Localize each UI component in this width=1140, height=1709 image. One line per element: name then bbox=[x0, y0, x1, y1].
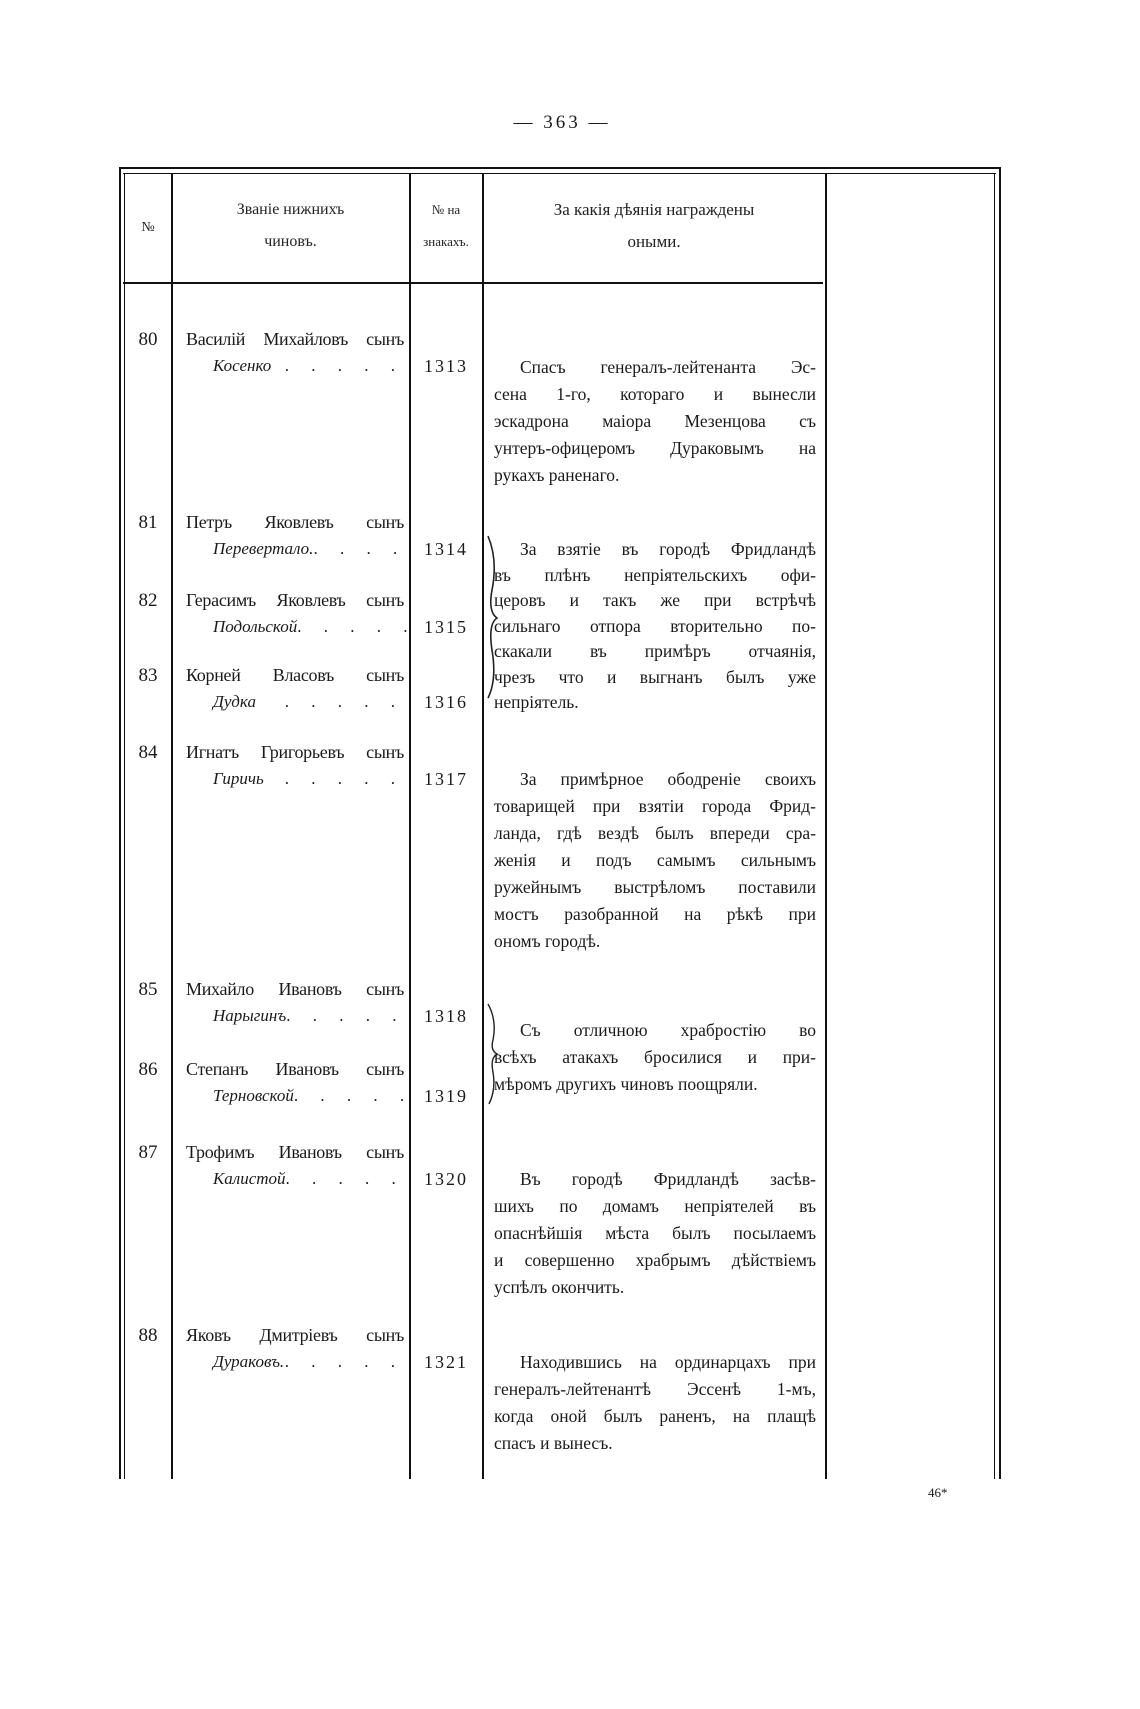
deed-text-line: ономъ городѣ. bbox=[494, 931, 601, 951]
row-number: 82 bbox=[138, 590, 158, 611]
leader-dots: . . . . . bbox=[293, 1086, 414, 1105]
badge-number: 1320 bbox=[424, 1169, 468, 1189]
header-badge bbox=[410, 194, 482, 258]
surname-text: Нарыгинъ bbox=[213, 1006, 287, 1025]
row-number: 88 bbox=[138, 1325, 158, 1346]
header-rank-line: Званіе нижнихъ bbox=[236, 201, 345, 218]
badge-number: 1318 bbox=[424, 1006, 468, 1026]
soldier-surname bbox=[213, 617, 417, 637]
soldier-surname bbox=[213, 356, 404, 376]
brace-icon bbox=[488, 536, 497, 698]
row-number: 85 bbox=[138, 979, 158, 1000]
deed-text-line: ланда, гдѣ вездѣ былъ впереди сра- bbox=[494, 823, 816, 843]
header-rank-line: чиновъ. bbox=[264, 233, 317, 250]
row-number: 87 bbox=[138, 1142, 158, 1163]
leader-dots: . . . . . bbox=[284, 769, 404, 788]
deed-text-line: скакали въ примѣръ отчаянія, bbox=[494, 641, 816, 661]
deed-text-line: успѣлъ окончить. bbox=[494, 1277, 625, 1297]
header-deeds bbox=[483, 194, 825, 258]
deed-text-line: За примѣрное ободреніе своихъ bbox=[520, 769, 816, 789]
soldier-name: Яковъ Дмитріевъ сынъ bbox=[186, 1325, 404, 1345]
surname-text: Косенко bbox=[213, 356, 272, 375]
soldier-surname bbox=[213, 1169, 404, 1189]
deed-text-line: ружейнымъ выстрѣломъ поставили bbox=[494, 877, 816, 897]
header-deeds-line: За какія дѣянія награждены bbox=[553, 200, 755, 219]
header-rank bbox=[172, 194, 409, 258]
deed-text-line: въ плѣнъ непріятельскихъ офи- bbox=[494, 564, 816, 585]
soldier-surname bbox=[213, 1352, 404, 1372]
header-badge-line: № на bbox=[431, 202, 461, 217]
leader-dots: . . . . . bbox=[284, 1352, 404, 1371]
surname-text: Терновской bbox=[213, 1086, 294, 1105]
deed-text-line: мостъ разобранной на рѣкѣ при bbox=[494, 904, 816, 924]
row-number: 86 bbox=[138, 1059, 158, 1080]
deed-text-line: опаснѣйшія мѣста былъ посылаемъ bbox=[494, 1223, 816, 1243]
soldier-name: Корней Власовъ сынъ bbox=[186, 665, 404, 685]
soldier-surname bbox=[213, 1086, 414, 1106]
leader-dots: . . . . . bbox=[285, 1169, 405, 1188]
surname-text: Калистой bbox=[213, 1169, 286, 1188]
deed-text-line: чрезъ что и выгнанъ былъ уже bbox=[494, 666, 816, 687]
soldier-surname bbox=[213, 539, 407, 559]
leader-dots: . . . . bbox=[313, 539, 407, 558]
deed-text-line: генералъ-лейтенантѣ Эссенѣ 1-мъ, bbox=[494, 1379, 816, 1399]
surname-text: Перевертало. bbox=[213, 539, 314, 558]
deed-text-line: Въ городѣ Фридландѣ засѣв- bbox=[520, 1169, 816, 1189]
brace-icon bbox=[488, 1004, 497, 1104]
signature-mark: 46* bbox=[928, 1485, 948, 1500]
soldier-name: Василій Михайловъ сынъ bbox=[186, 329, 404, 349]
surname-text: Подольской bbox=[213, 617, 298, 636]
deed-text-line: мѣромъ другихъ чиновъ поощряли. bbox=[494, 1074, 758, 1094]
deed-text-line: когда оной былъ раненъ, на плащѣ bbox=[494, 1406, 816, 1426]
soldier-name: Степанъ Ивановъ сынъ bbox=[186, 1059, 404, 1079]
row-number: 83 bbox=[138, 665, 158, 686]
header-deeds-line: оными. bbox=[627, 232, 681, 251]
header-number: № bbox=[141, 220, 155, 235]
badge-number: 1314 bbox=[424, 539, 468, 559]
deed-text-line: и совершенно храбрымъ дѣйствіемъ bbox=[494, 1250, 816, 1270]
soldier-name: Петръ Яковлевъ сынъ bbox=[186, 512, 404, 532]
soldier-name: Герасимъ Яковлевъ сынъ bbox=[186, 590, 404, 610]
soldier-surname bbox=[213, 692, 404, 712]
deed-text-line: За взятіе въ городѣ Фридландѣ bbox=[520, 539, 816, 559]
soldier-name: Трофимъ Ивановъ сынъ bbox=[186, 1142, 404, 1162]
page-number: — 363 — bbox=[513, 112, 611, 133]
deed-text-line: эскадрона маіора Мезенцова съ bbox=[494, 411, 816, 431]
deed-text-line: церовъ и такъ же при встрѣчѣ bbox=[494, 590, 816, 610]
deed-text-line: всѣхъ атакахъ бросилися и при- bbox=[494, 1047, 816, 1067]
leader-dots: . . . . . bbox=[286, 1006, 406, 1025]
badge-number: 1316 bbox=[424, 692, 468, 712]
deed-text-line: рукахъ раненаго. bbox=[494, 465, 620, 485]
soldier-name: Игнатъ Григорьевъ сынъ bbox=[186, 742, 404, 762]
soldier-surname bbox=[213, 1006, 404, 1026]
deed-text-line: сильнаго отпора вторительно по- bbox=[494, 615, 816, 636]
badge-number: 1317 bbox=[424, 769, 468, 789]
surname-text: Гиричь bbox=[213, 769, 264, 788]
surname-text: Дураковъ. bbox=[213, 1352, 285, 1371]
deed-text-line: женія и подъ самымъ сильнымъ bbox=[494, 850, 816, 870]
deed-text-line: унтеръ-офицеромъ Дураковымъ на bbox=[494, 438, 816, 458]
leader-dots: . . . . . bbox=[297, 617, 417, 636]
header-badge-line: знакахъ. bbox=[423, 234, 469, 249]
row-number: 80 bbox=[138, 329, 158, 350]
leader-dots: . . . . . bbox=[284, 356, 404, 375]
brace-marks bbox=[484, 0, 504, 1709]
badge-number: 1321 bbox=[424, 1352, 468, 1372]
deed-text-line: непріятель. bbox=[494, 692, 579, 712]
deed-text-line: Спасъ генералъ-лейтенанта Эс- bbox=[520, 357, 816, 377]
deed-text-line: товарищей при взятіи города Фрид- bbox=[494, 796, 816, 816]
deed-text-line: Съ отличною храбростію во bbox=[520, 1020, 816, 1040]
soldier-name: Михайло Ивановъ сынъ bbox=[186, 979, 404, 999]
deed-text-line: шихъ по домамъ непріятелей въ bbox=[494, 1196, 816, 1216]
badge-number: 1315 bbox=[424, 617, 468, 637]
surname-text: Дудка bbox=[213, 692, 256, 711]
badge-number: 1319 bbox=[424, 1086, 468, 1106]
leader-dots: . . . . . bbox=[284, 692, 404, 711]
row-number: 84 bbox=[138, 742, 158, 763]
soldier-surname bbox=[213, 769, 404, 789]
row-number: 81 bbox=[138, 512, 158, 533]
badge-number: 1313 bbox=[424, 356, 468, 376]
deed-text-line: спасъ и вынесъ. bbox=[494, 1433, 613, 1453]
deed-text-line: Находившись на ординарцахъ при bbox=[520, 1352, 816, 1372]
deed-text-line: сена 1-го, котораго и вынесли bbox=[494, 384, 816, 404]
